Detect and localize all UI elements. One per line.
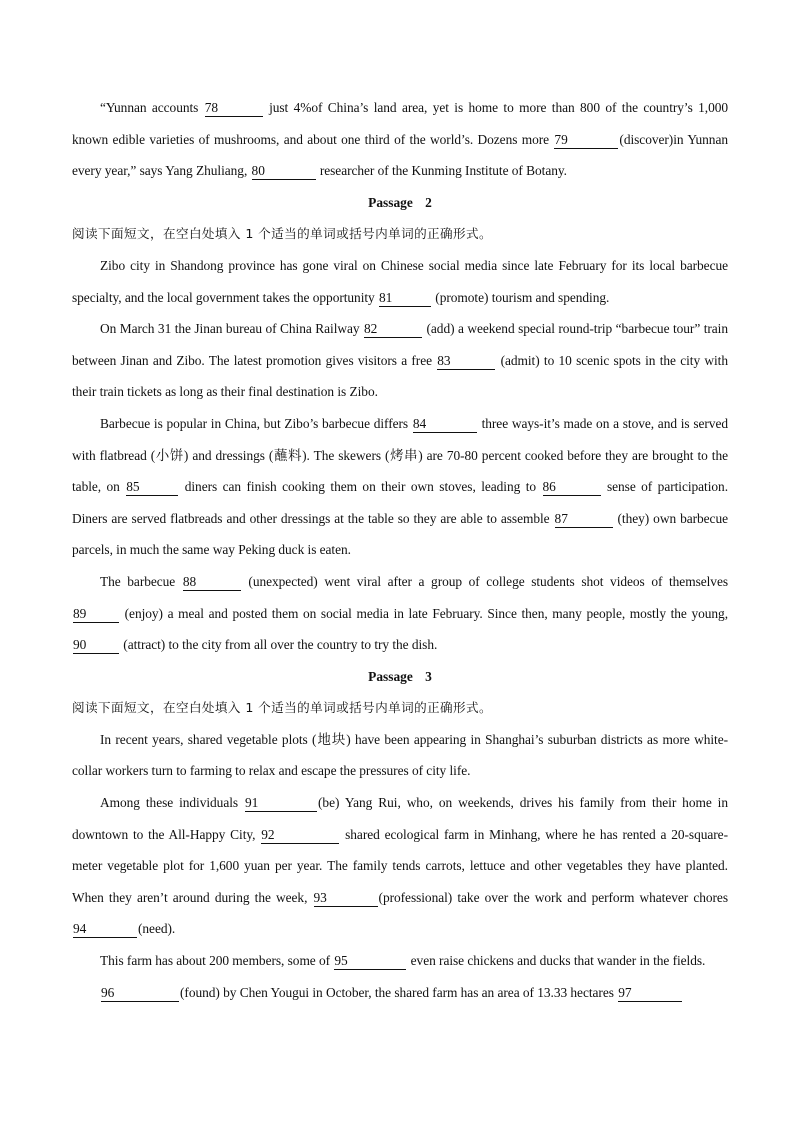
passage2-instruction: 阅读下面短文，在空白处填入 1 个适当的单词或括号内单词的正确形式。 [72,226,493,242]
blank-96[interactable]: 96 [101,986,179,1002]
passage1-paragraph [72,92,728,187]
text: “Yunnan accounts [100,100,204,115]
text: (promote) tourism and spending. [432,289,610,305]
blank-79[interactable]: 79 [554,133,618,149]
text: The barbecue [100,573,182,589]
passage2-paragraph-4 [72,566,728,661]
blank-94[interactable]: 94 [73,922,137,938]
text: (attract) to the city from all over the country to try the dish. [120,637,438,653]
blank-90[interactable]: 90 [73,638,119,654]
passage3-paragraph-1 [72,724,728,787]
blank-89[interactable]: 89 [73,607,119,623]
text: researcher of the Kunming Institute of Botany. [316,163,567,179]
text: In recent years, shared vegetable plots (地块) have been appearing in Shanghai’s suburban districts as more white-collar workers turn to farming to relax and escape the pressures of city life. [72,731,728,779]
passage3-paragraph-4 [72,977,728,1009]
blank-82[interactable]: 82 [364,322,422,338]
blank-97[interactable]: 97 [618,986,682,1002]
blank-93[interactable]: 93 [314,891,378,907]
blank-88[interactable]: 88 [183,575,241,591]
passage2-paragraph-2 [72,313,728,408]
text: (discover)in Yunnan every year,” says Yang Zhuliang, [72,131,728,179]
blank-91[interactable]: 91 [245,796,317,812]
document-content [72,92,728,1008]
text: (add) a weekend special round-trip “barbecue tour” train between Jinan and Zibo. The latest promotion gives visitors a free [72,321,728,368]
text: (unexpected) went viral after a group of college students shot videos of themselves [241,573,728,589]
text: (be) Yang Rui, who, on weekends, drives his family from their home in downtown to the All-Happy City, [72,795,729,842]
text: (they) own barbecue parcels, in much the same way Peking duck is eaten. [72,510,728,558]
passage2-paragraph-3 [72,408,728,566]
text: (professional) take over the work and perform whatever chores [378,889,728,905]
blank-80[interactable]: 80 [252,164,316,180]
passage3-heading: Passage 3 [368,668,432,684]
blank-85[interactable]: 85 [126,480,178,496]
text: diners can finish cooking them on their own stoves, leading to [179,479,542,495]
text: Barbecue is popular in China, but Zibo’s barbecue differs [100,415,412,431]
text: (admit) to 10 scenic spots in the city with their train tickets as long as their final destination is Zibo. [72,352,728,400]
passage3-instruction: 阅读下面短文，在空白处填入 1 个适当的单词或括号内单词的正确形式。 [72,700,493,716]
passage3-paragraph-3 [72,945,728,977]
text: Zibo city in Shandong province has gone viral on Chinese social media since late February for its local barbecue specialty, and the local government takes the opportunity [72,257,728,305]
text: Among these individuals [100,795,245,811]
passage2-paragraph-1 [72,250,728,313]
blank-84[interactable]: 84 [413,417,477,433]
text: even raise chickens and ducks that wander in the fields. [407,953,706,969]
text: (found) by Chen Yougui in October, the shared farm has an area of 13.33 hectares [180,984,618,1000]
blank-83[interactable]: 83 [437,354,495,370]
text: On March 31 the Jinan bureau of China Railway [100,321,364,337]
passage3-paragraph-2 [72,787,728,945]
text: sense of participation. Diners are served flatbreads and other dressings at the table so they are able to assemble [72,479,728,526]
blank-86[interactable]: 86 [543,480,601,496]
blank-81[interactable]: 81 [379,291,431,307]
blank-95[interactable]: 95 [334,954,406,970]
text: (enjoy) a meal and posted them on social media in late February. Since then, many people, mostly the young, [120,605,728,621]
passage2-heading: Passage 2 [368,194,432,210]
text: just 4%of China’s land area, yet is home to more than 800 of the country’s 1,000 known edible varieties of mushrooms, and about one third of the world’s. Dozens more [72,100,728,147]
text: (need). [138,921,176,937]
blank-92[interactable]: 92 [261,828,339,844]
blank-87[interactable]: 87 [555,512,613,528]
text: shared ecological farm in Minhang, where he has rented a 20-square-meter vegetable plot for 1,600 yuan per year. The family tends carrots, lettuce and other vegetables they have planted. When they aren’t around during the week, [72,826,728,905]
text: three ways-it’s made on a stove, and is served with flatbread (小饼) and dressings (蘸料). The skewers (烤串) are 70-80 percent cooked before they are brought to the table, on [72,415,728,495]
text: This farm has about 200 members, some of [100,953,334,969]
blank-78[interactable]: 78 [205,101,263,117]
